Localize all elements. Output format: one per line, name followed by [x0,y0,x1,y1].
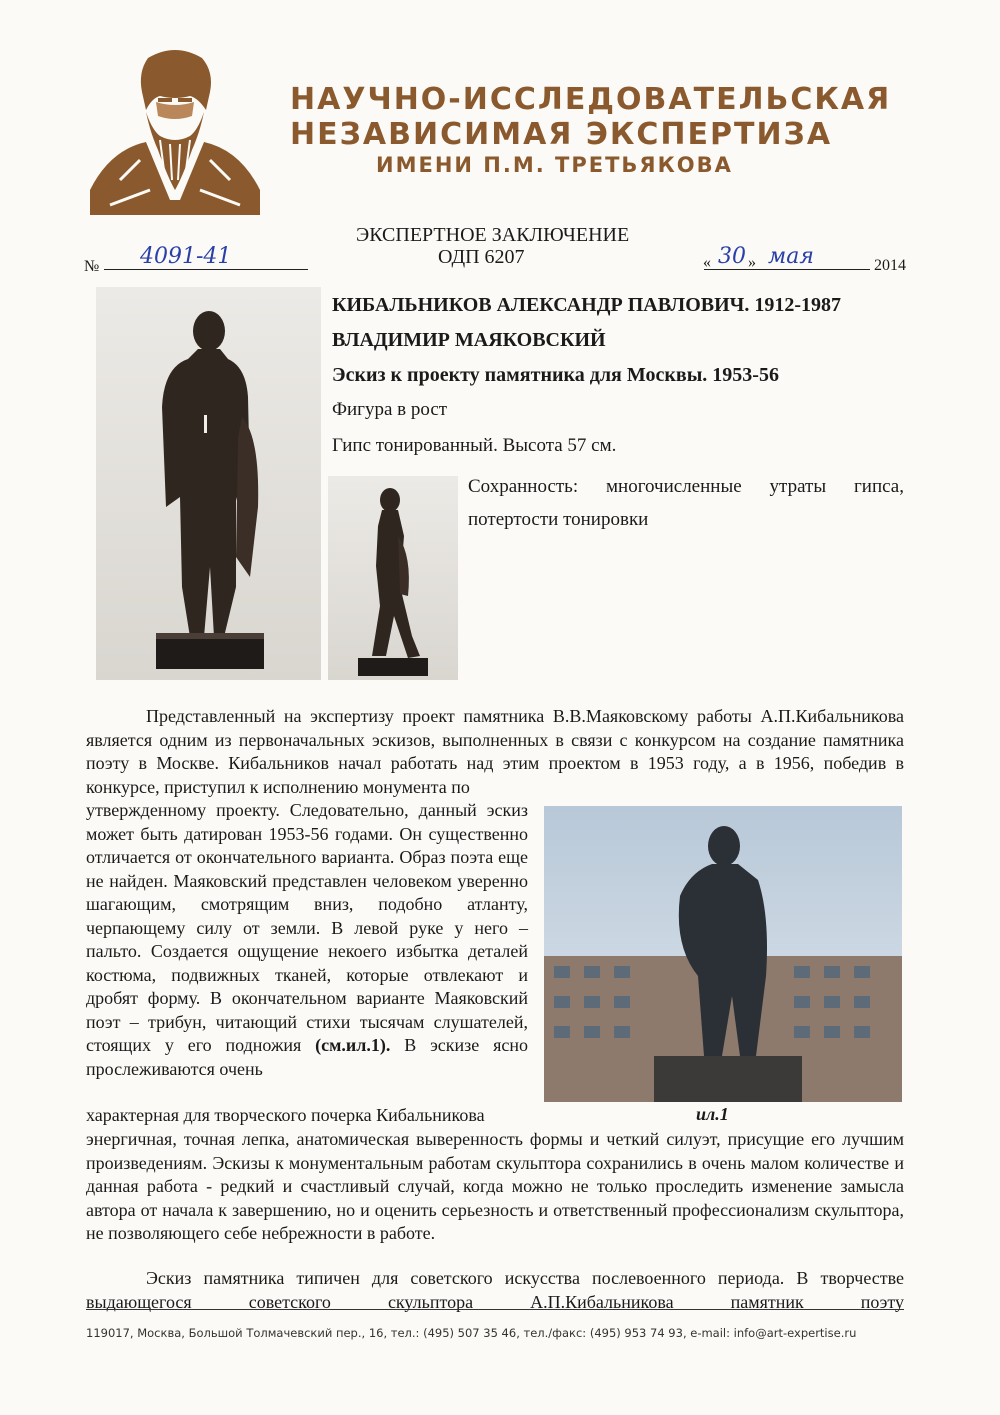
artwork-material: Гипс тонированный. Высота 57 см. [332,435,617,456]
illustration-caption: ил.1 [696,1104,729,1124]
artist-name: КИБАЛЬНИКОВ АЛЕКСАНДР ПАВЛОВИЧ. 1912-1987 [332,294,841,316]
paragraph-1-left-column [86,799,528,1081]
photo-statue-front [96,287,321,680]
photo-statue-side [328,476,458,680]
paragraph-2-underline [86,1309,904,1310]
logo-portrait [80,40,270,215]
paragraph-1-left-text-b: В эскизе ясно прослеживаются очень [86,1035,529,1079]
paragraph-1-top: Представленный на экспертизу проект памятника В.В.Маяковскому работы А.П.Кибальникова является одним из первоначальных эскизов, выполненных в связи с конкурсом на создание памятника поэту в Москве. Кибальников начал работать над этим проектом в 1953 году, а в 1956, победив в конкурсе, приступил к исполнению монумента по [86,706,904,797]
paragraph-2: Эскиз памятника типичен для советского искусства послевоенного периода. В творчестве выдающегося советского скульптора А.П.Кибальникова памятник поэту [86,1268,904,1312]
date-day: 30 [718,244,746,269]
paragraph-1-left-text: утвержденному проекту. Следовательно, данный эскиз может быть датирован 1953-56 годами. Он существенно отличается от окончательного варианта. Образ поэта еще не найден. Маяковский представлен человеком уверенно шагающим, смотрящим вниз, подобно атланту, черпающему силу от земли. В левой руке у него – пальто. Создается ощущение некоего избытка деталей костюма, подвижных тканей, которые отвлекают и дробят форму. В окончательном варианте Маяковский поэт – трибун, читающий стихи тысячам слушателей, стоящих у его подножия [86,800,528,1055]
date-open-quote: « [703,254,711,271]
org-name-line2: НЕЗАВИСИМАЯ ЭКСПЕРТИЗА [290,117,833,152]
artwork-condition: Сохранность: многочисленные утраты гипса, потертости тонировки [468,476,904,530]
paragraph-1-bottom: энергичная, точная лепка, анатомическая выверенность формы и четкий силуэт, присущие его лучшим произведениям. Эскизы к монументальным работам скульптора сохранились в очень малом количестве и данная работа - редкий и счастливый случай, когда можно не только проследить изменение замысла автора от начала к завершению, но и оценить серьезность и ответственный профессионализм скульптора, не позволяющего себе небрежности в работе. [86,1129,904,1243]
org-name-line1: НАУЧНО-ИССЛЕДОВАТЕЛЬСКАЯ [290,82,892,117]
date-year: 2014 [874,257,906,274]
artwork-title: ВЛАДИМИР МАЯКОВСКИЙ [332,329,606,351]
artwork-type: Фигура в рост [332,399,448,420]
org-name-line3: ИМЕНИ П.М. ТРЕТЬЯКОВА [376,153,733,177]
doc-code: ОДП 6207 [438,246,525,268]
date-month: мая [768,244,814,269]
date-close-quote: » [748,254,756,271]
illustration-reference: (см.ил.1). [315,1035,391,1055]
photo-monument [544,806,902,1102]
doc-number-label: № [84,258,100,275]
footer-address: 119017, Москва, Большой Толмачевский пер., 16, тел.: (495) 507 35 46, тел./факс: (495) 953 74 93, e-mail: info@art-expertise.ru [86,1326,857,1340]
doc-number: 4091-41 [140,244,232,269]
paragraph-1-left-last: характерная для творческого почерка Кибальникова [86,1105,485,1125]
doc-title: ЭКСПЕРТНОЕ ЗАКЛЮЧЕНИЕ [356,224,630,246]
artwork-subtitle: Эскиз к проекту памятника для Москвы. 1953-56 [332,364,779,386]
